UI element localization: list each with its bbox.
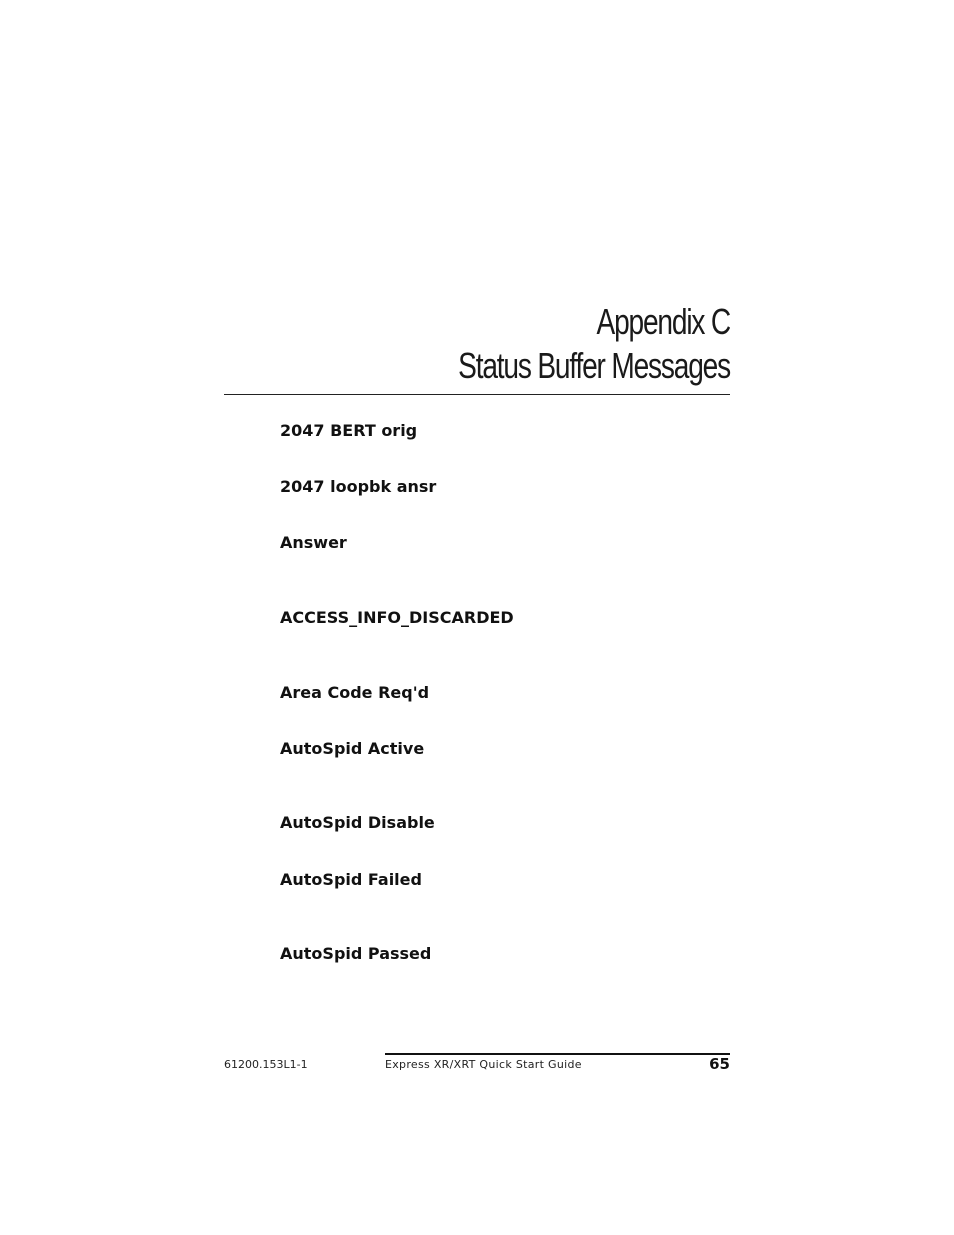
page-number: 65 (709, 1055, 730, 1073)
message-term: 2047 BERT orig (280, 421, 418, 440)
message-term: 2047 loopbk ansr (280, 477, 437, 496)
appendix-title: Appendix C (596, 301, 730, 342)
document-title: Express XR/XRT Quick Start Guide (385, 1058, 582, 1071)
document-number: 61200.153L1-1 (224, 1058, 308, 1071)
message-term: AutoSpid Failed (280, 870, 422, 889)
appendix-heading (224, 300, 730, 388)
footer-divider (385, 1053, 730, 1055)
message-term: AutoSpid Active (280, 739, 425, 758)
appendix-subtitle: Status Buffer Messages (458, 345, 730, 386)
message-term: AutoSpid Passed (280, 944, 432, 963)
message-term: Answer (280, 533, 347, 552)
heading-divider (224, 394, 730, 395)
message-term: AutoSpid Disable (280, 813, 435, 832)
message-term: Area Code Req'd (280, 683, 430, 702)
message-term: ACCESS_INFO_DISCARDED (280, 608, 514, 627)
